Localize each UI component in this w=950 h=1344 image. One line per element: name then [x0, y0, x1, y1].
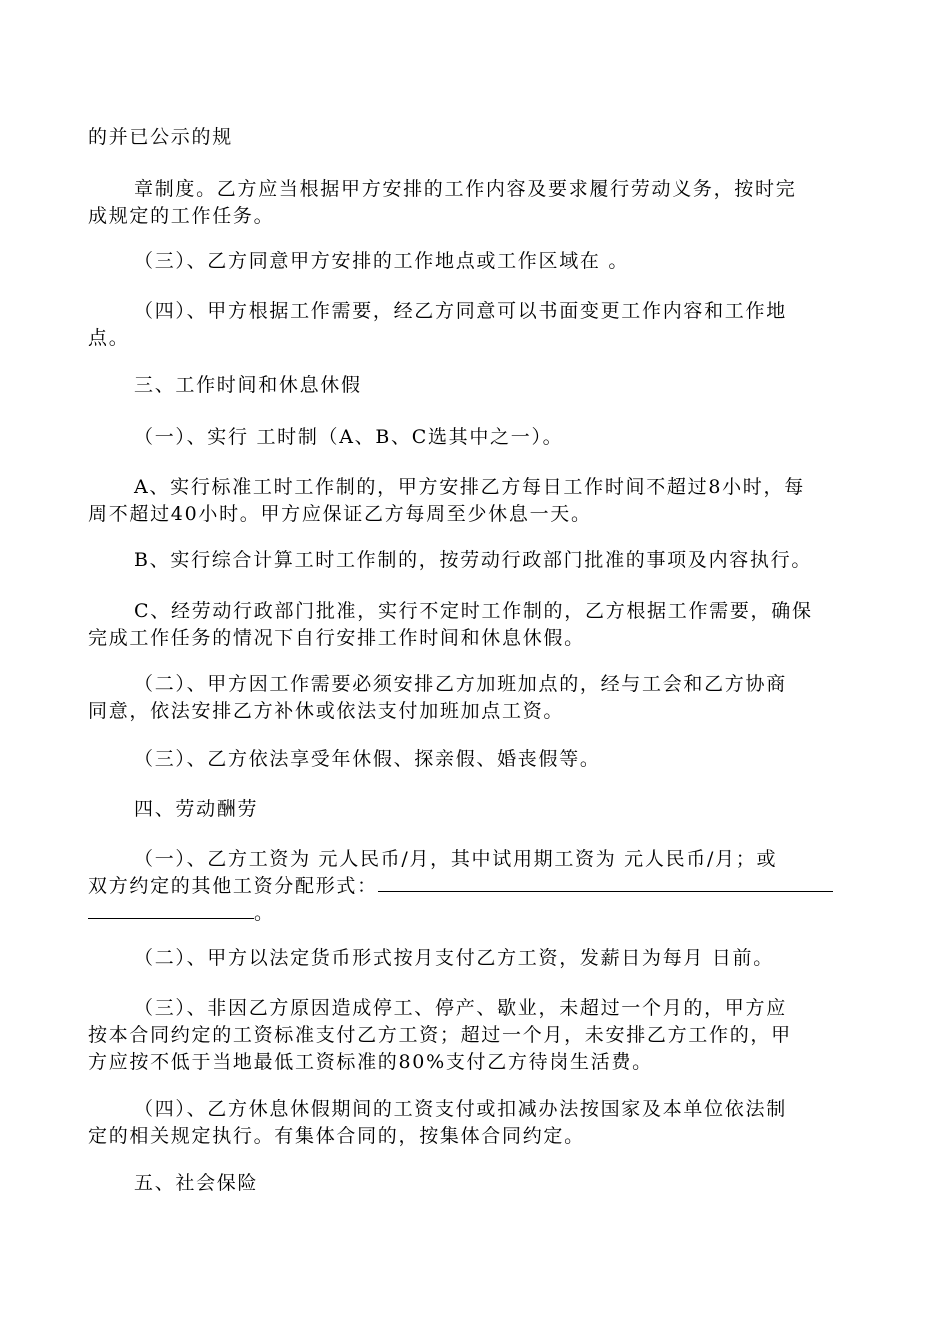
paragraph-15	[88, 995, 864, 1076]
text-line	[88, 900, 864, 927]
text-line: 按本合同约定的工资标准支付乙方工资；超过一个月，未安排乙方工作的，甲	[88, 1024, 792, 1046]
text-line: （四）、甲方根据工作需要，经乙方同意可以书面变更工作内容和工作地	[134, 300, 787, 322]
text-line	[88, 873, 864, 900]
section-heading-5	[88, 1170, 864, 1197]
text-line: 方应按不低于当地最低工资标准的80%支付乙方待岗生活费。	[88, 1051, 653, 1073]
text-line: （四）、乙方休息休假期间的工资支付或扣减办法按国家及本单位依法制	[134, 1098, 787, 1120]
section-heading-3	[88, 372, 864, 399]
blank-line	[88, 900, 254, 919]
text-line: 周不超过40小时。甲方应保证乙方每周至少休息一天。	[88, 503, 592, 525]
paragraph-9	[88, 598, 864, 652]
text-line: A、实行标准工时工作制的，甲方安排乙方每日工作时间不超过8小时，每	[134, 476, 805, 498]
paragraph-8	[88, 547, 864, 574]
paragraph-10	[88, 671, 864, 725]
text-line: 同意，依法安排乙方补休或依法支付加班加点工资。	[88, 700, 565, 722]
paragraph-14	[88, 945, 864, 972]
paragraph-2	[88, 176, 864, 230]
text-line: （二）、甲方以法定货币形式按月支付乙方工资，发薪日为每月 日前。	[134, 947, 774, 969]
text-line: （一）、乙方工资为 元人民币/月，其中试用期工资为 元人民币/月；或	[134, 848, 778, 870]
text-segment: 双方约定的其他工资分配形式：	[88, 875, 378, 897]
text-line: 点。	[88, 327, 130, 349]
blank-line	[378, 873, 833, 892]
paragraph-16	[88, 1096, 864, 1150]
paragraph-4	[88, 298, 864, 352]
text-line: 章制度。乙方应当根据甲方安排的工作内容及要求履行劳动义务，按时完	[134, 178, 797, 200]
text-line: 成规定的工作任务。	[88, 205, 275, 227]
text-line: 四、劳动酬劳	[134, 798, 259, 820]
paragraph-3	[88, 248, 864, 275]
paragraph-13	[88, 846, 864, 927]
paragraph-1	[88, 124, 864, 151]
text-segment: 。	[254, 902, 275, 924]
section-heading-4	[88, 796, 864, 823]
text-line: 完成工作任务的情况下自行安排工作时间和休息休假。	[88, 627, 585, 649]
text-line: （三）、非因乙方原因造成停工、停产、歇业，未超过一个月的，甲方应	[134, 997, 787, 1019]
text-line: B、实行综合计算工时工作制的，按劳动行政部门批准的事项及内容执行。	[134, 549, 813, 571]
paragraph-6	[88, 424, 864, 451]
text-line: 五、社会保险	[134, 1172, 259, 1194]
text-line: （一）、实行 工时制（A、B、C选其中之一）。	[134, 426, 564, 448]
text-line: C、经劳动行政部门批准，实行不定时工作制的，乙方根据工作需要，确保	[134, 600, 813, 622]
text-line: （三）、乙方依法享受年休假、探亲假、婚丧假等。	[134, 748, 601, 770]
paragraph-11	[88, 746, 864, 773]
paragraph-7	[88, 474, 864, 528]
text-line: 的并已公示的规	[88, 126, 233, 148]
text-line: 三、工作时间和休息休假	[134, 374, 362, 396]
text-line: （二）、甲方因工作需要必须安排乙方加班加点的，经与工会和乙方协商	[134, 673, 787, 695]
text-line: （三）、乙方同意甲方安排的工作地点或工作区域在 。	[134, 250, 630, 272]
text-line: 定的相关规定执行。有集体合同的，按集体合同约定。	[88, 1125, 585, 1147]
